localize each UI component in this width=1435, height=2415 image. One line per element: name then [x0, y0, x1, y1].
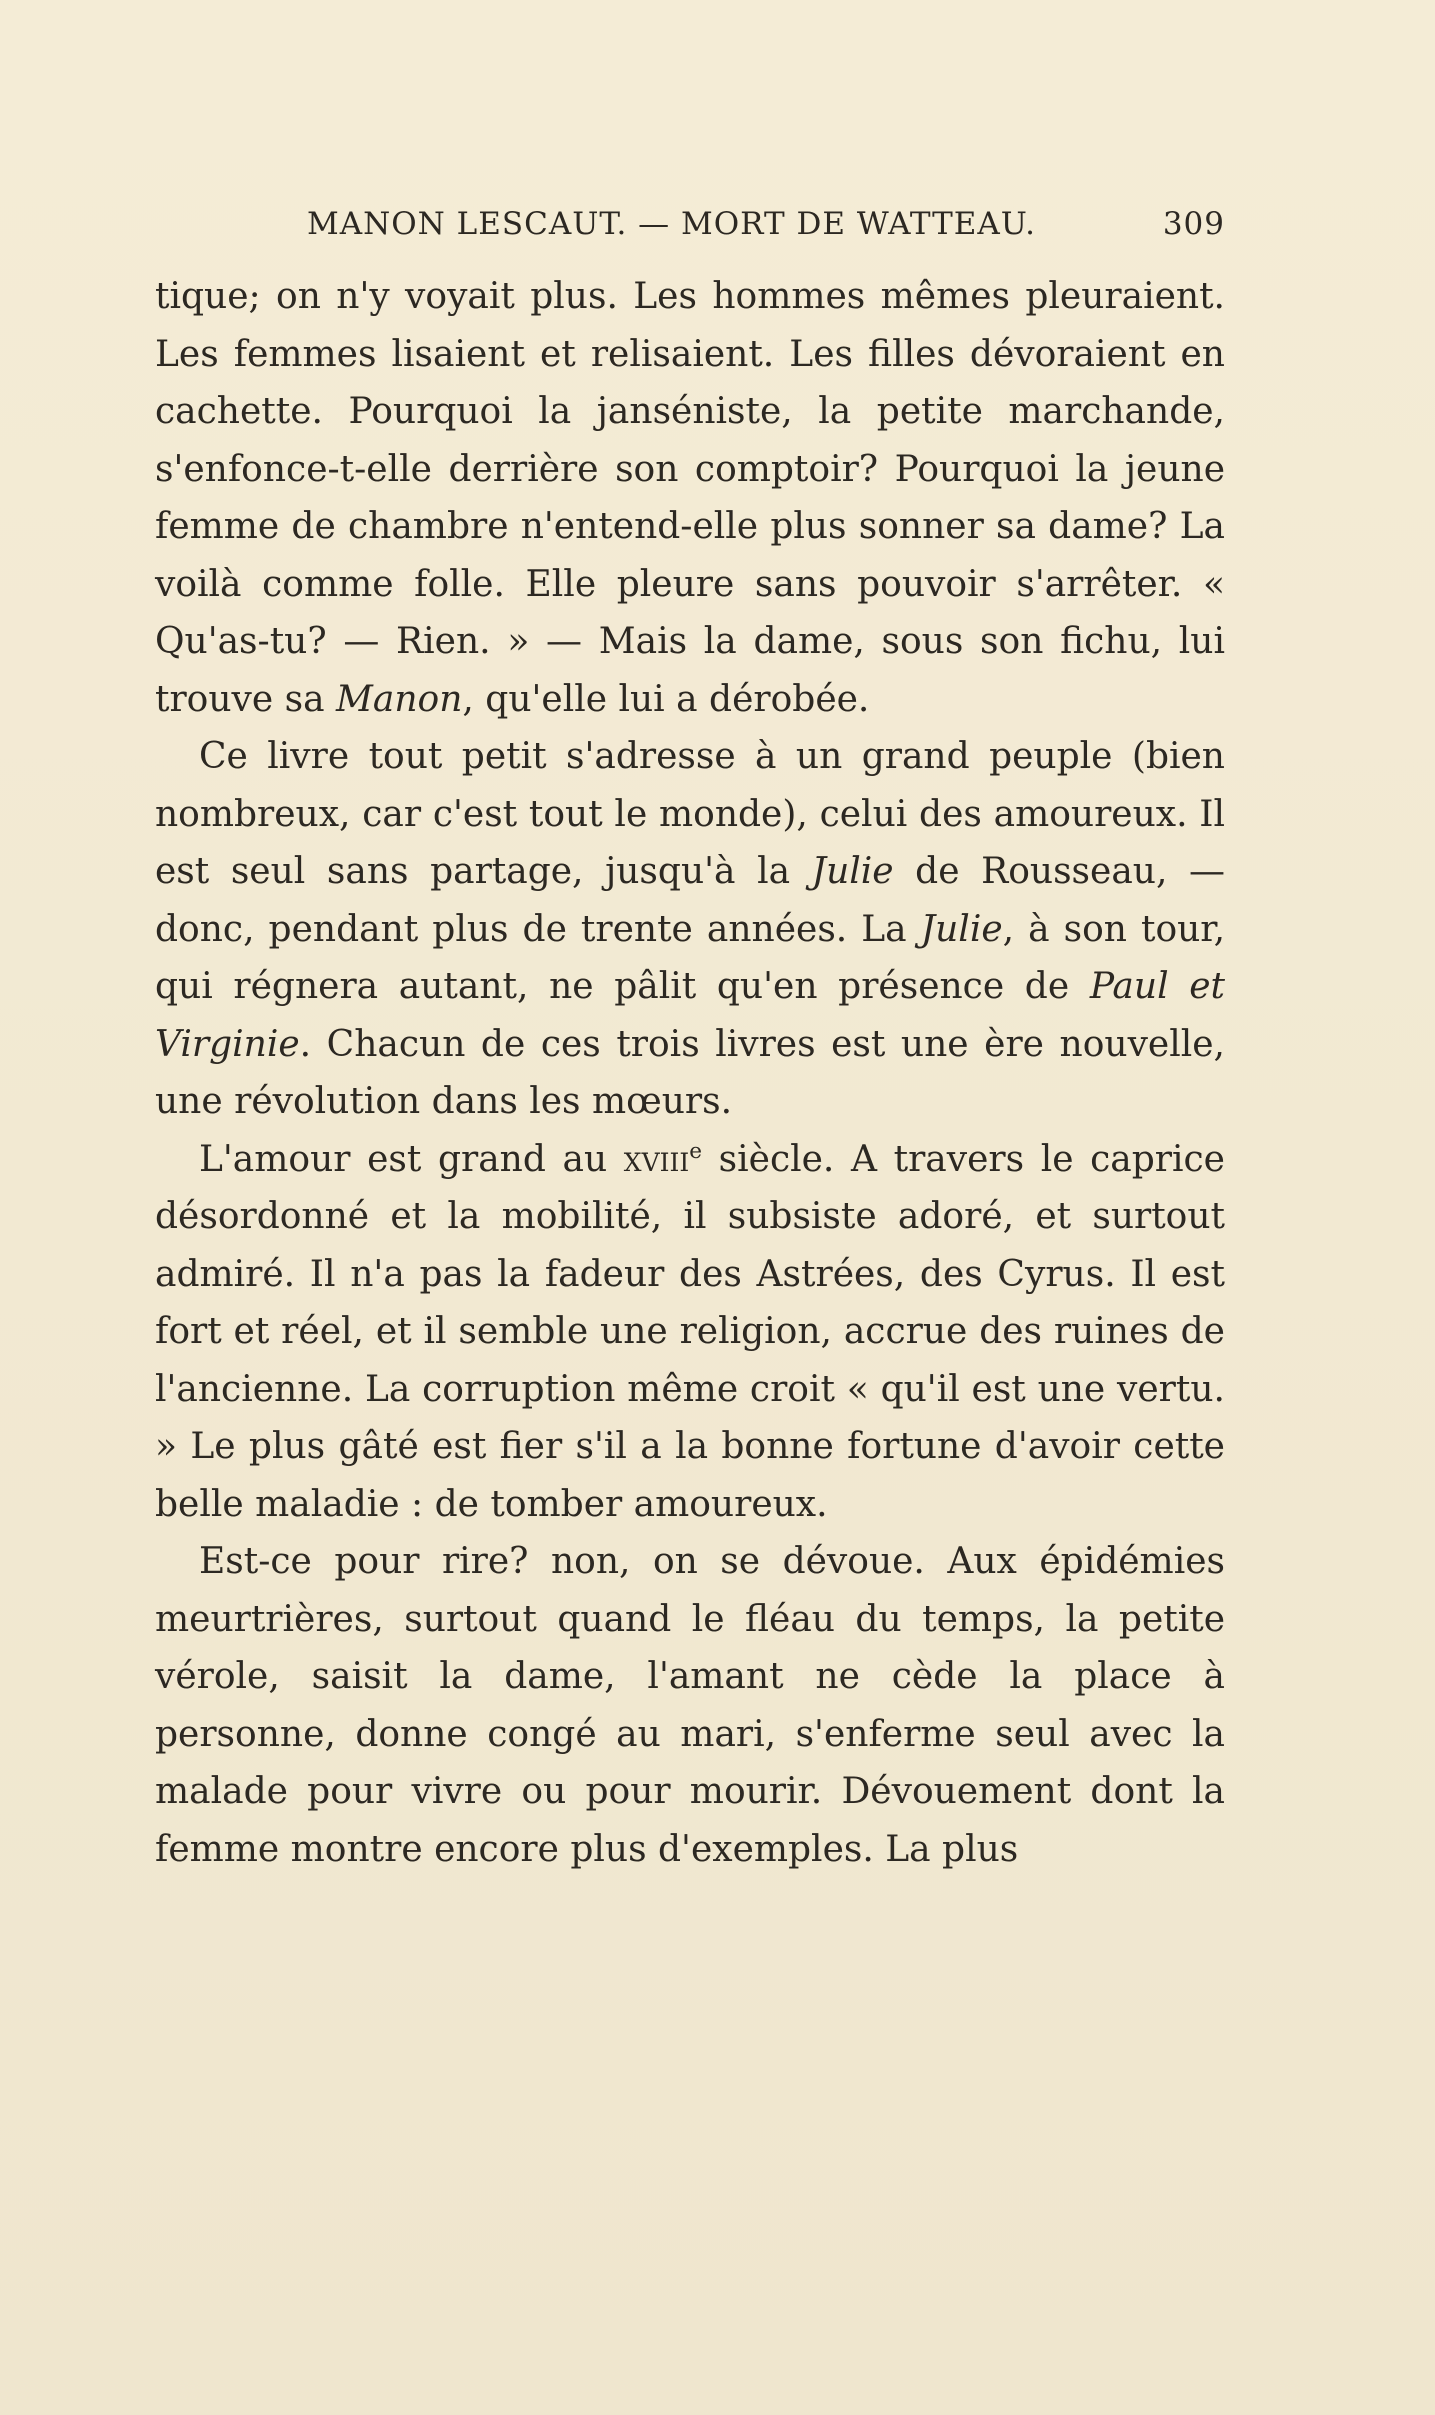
italic-title-manon: Manon — [336, 678, 463, 720]
text-run: siècle. A travers le caprice désordonné et la mobilité, il subsiste adoré, et surtout admiré. Il n'a pas la fadeur des Astrées, des Cyrus. Il est fort et réel, et il semble une religion, accrue des ruines de l'ancienne. La corruption même croit « qu'il est une vertu. » Le plus gâté est fier s'il a la bonne fortune d'avoir cette belle maladie : de tomber amoureux. — [155, 1138, 1225, 1525]
running-head-title: MANON LESCAUT. — MORT DE WATTEAU. — [307, 206, 1036, 242]
paragraph-3 — [155, 1131, 1225, 1534]
text-run: de Rousseau, — donc, pendant plus de trente années. La — [155, 851, 1225, 950]
century-numeral: xviii — [623, 1138, 690, 1180]
text-run: , à son tour, qui régnera autant, ne pâlit qu'en présence de — [155, 908, 1226, 1007]
text-run: tique; on n'y voyait plus. Les hommes mêmes pleuraient. Les femmes lisaient et relisaient. Les filles dévoraient en cachette. Pourquoi la janséniste, la petite marchande, s'enfonce-t-elle derrière son comptoir? Pourquoi la jeune femme de chambre n'entend-elle plus sonner sa dame? La voilà comme folle. Elle pleure sans pouvoir s'arrêter. « Qu'as-tu? — Rien. » — Mais la dame, sous son fichu, lui trouve sa — [155, 276, 1225, 720]
body-text — [155, 268, 1225, 1878]
text-run: . Chacun de ces trois livres est une ère nouvelle, une révolution dans les mœurs. — [155, 1023, 1225, 1122]
italic-title-julie: Julie — [920, 908, 1003, 950]
paragraph-1 — [155, 268, 1225, 728]
century-superscript: e — [689, 1138, 703, 1164]
italic-title-julie: Julie — [811, 851, 894, 892]
text-run: Ce livre tout petit s'adresse à un grand peuple (bien nombreux, car c'est tout le monde), celui des amoureux. Il est seul sans partage, jusqu'à la — [155, 736, 1225, 892]
paragraph-2 — [155, 728, 1225, 1131]
page-number: 309 — [1162, 206, 1225, 242]
text-run: Est-ce pour rire? non, on se dévoue. Aux épidémies meurtrières, surtout quand le fléau du temps, la petite vérole, saisit la dame, l'amant ne cède la place à personne, donne congé au mari, s'enferme seul avec la malade pour vivre ou pour mourir. Dévouement dont la femme montre encore plus d'exemples. La plus — [155, 1541, 1225, 1870]
paragraph-4 — [155, 1533, 1225, 1878]
running-head — [155, 206, 1225, 250]
text-run: L'amour est grand au — [199, 1138, 624, 1180]
text-run: , qu'elle lui a dérobée. — [462, 678, 870, 720]
italic-title-paul-et-virginie: Paul et Virginie — [155, 966, 1226, 1065]
